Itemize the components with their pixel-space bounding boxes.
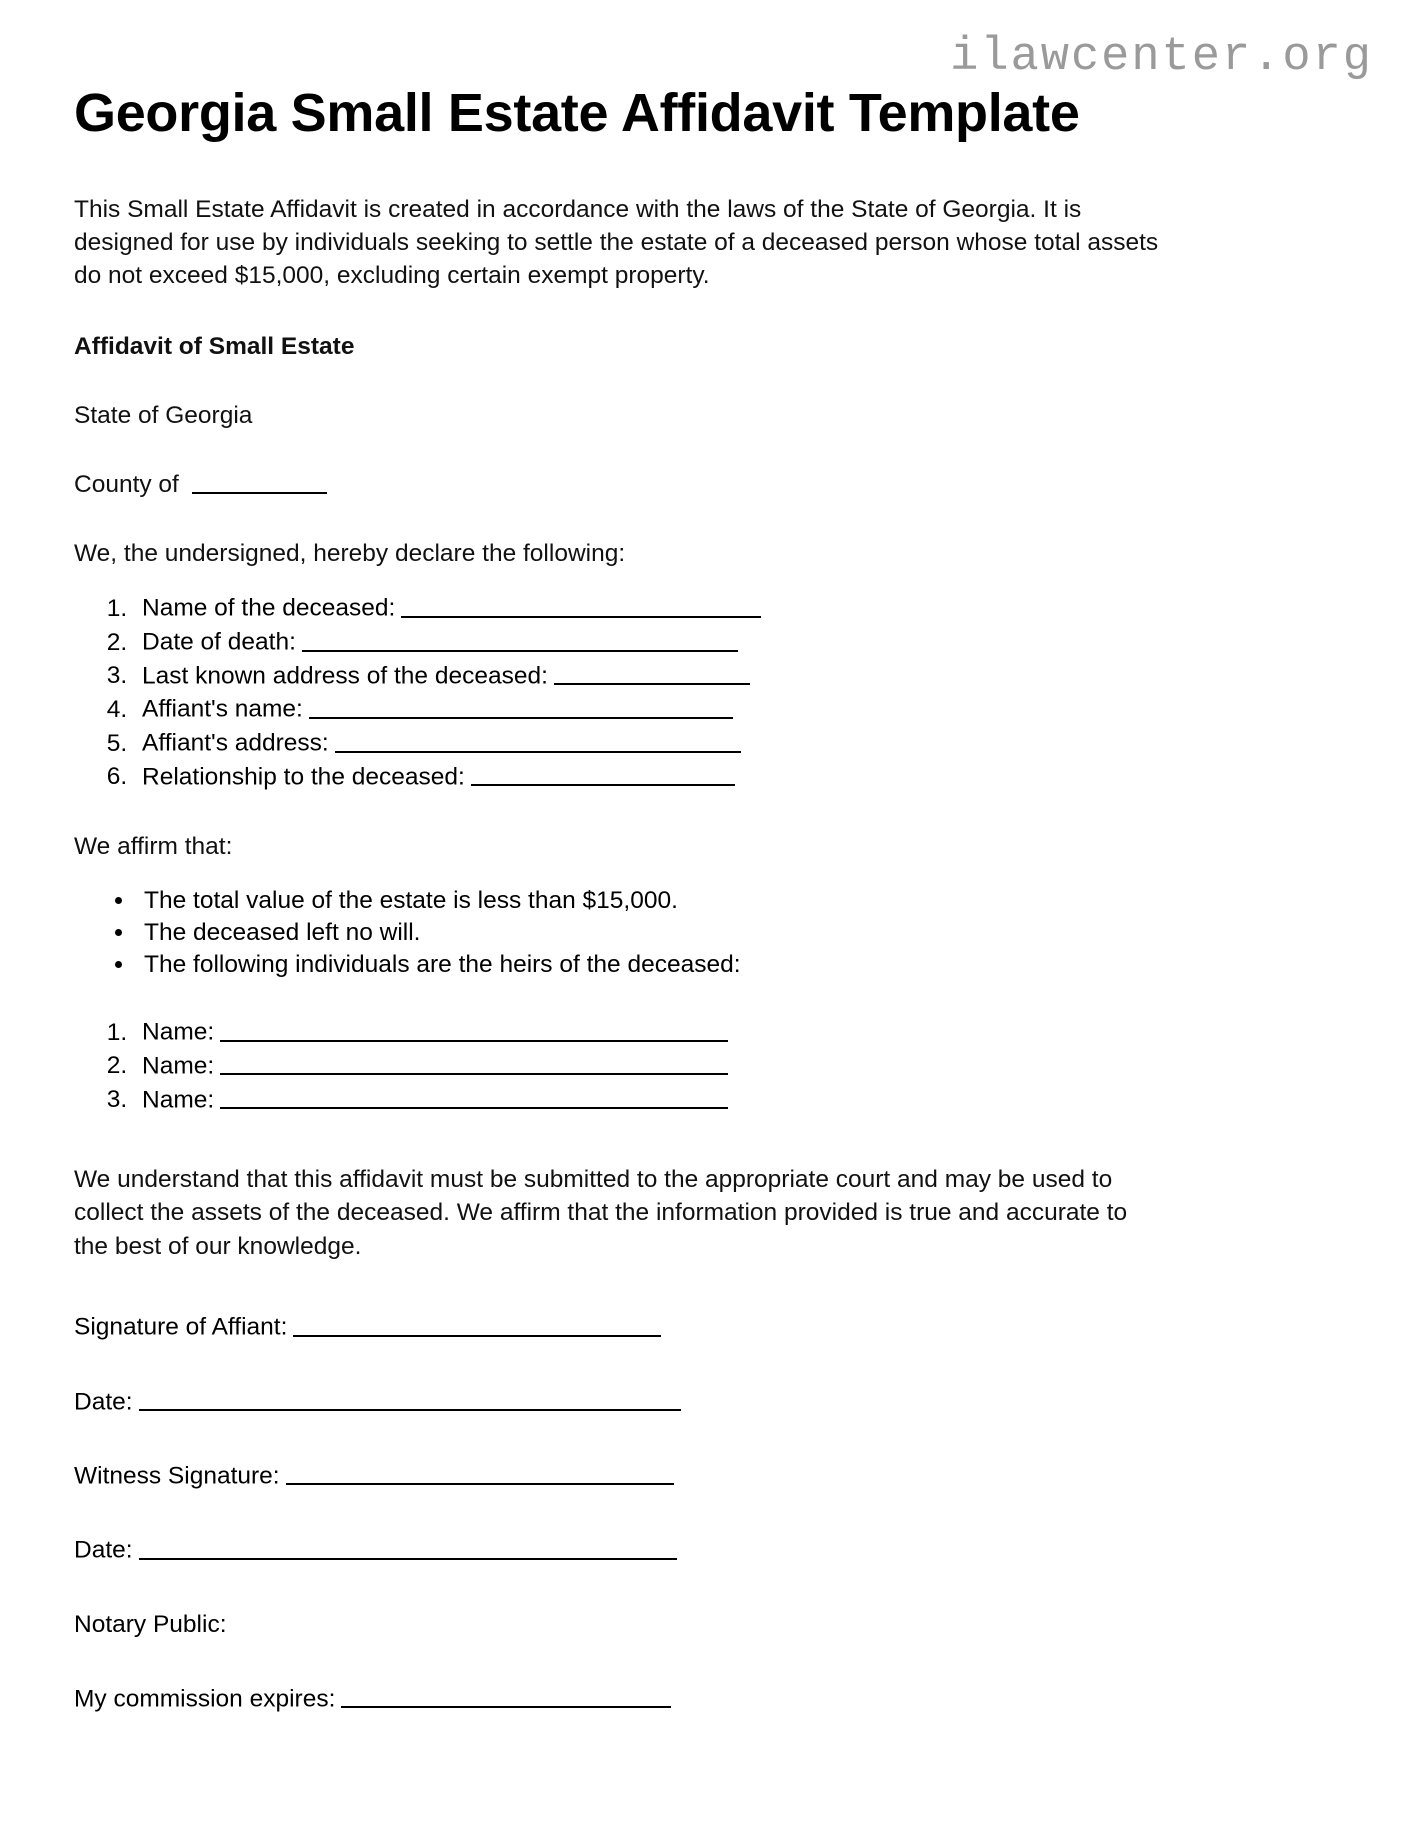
declarations-list (74, 592, 1341, 794)
signature-blank[interactable] (293, 1313, 661, 1337)
affirmations-list (74, 886, 1341, 982)
declaration-label: Name of the deceased: (142, 594, 396, 622)
section-heading-affidavit-of-small-estate: Affidavit of Small Estate (74, 332, 355, 360)
signature-line (74, 1609, 1341, 1641)
affirmation-item: • The following individuals are the heirs of the deceased: (136, 950, 1341, 982)
declaration-blank[interactable] (554, 662, 750, 686)
declaration-item (134, 660, 1341, 694)
signature-line (74, 1683, 1341, 1715)
signature-line (74, 1311, 1341, 1343)
signature-line (74, 1386, 1341, 1418)
state-line: State of Georgia (74, 401, 253, 429)
declaration-label: Relationship to the deceased: (142, 763, 465, 791)
heir-label: Name: (142, 1086, 215, 1114)
declaration-item (134, 727, 1341, 761)
declaration-label: Date of death: (142, 628, 296, 656)
declaration-blank[interactable] (309, 695, 733, 719)
heir-item (134, 1016, 1341, 1050)
heir-label: Name: (142, 1052, 215, 1080)
signature-blank[interactable] (139, 1536, 677, 1560)
county-blank[interactable] (192, 470, 327, 494)
declaration-lede: We, the undersigned, hereby declare the following: (74, 540, 626, 568)
declaration-item (134, 693, 1341, 727)
declaration-label: Affiant's name: (142, 696, 303, 723)
signature-label: My commission expires: (74, 1685, 336, 1713)
page-title: Georgia Small Estate Affidavit Template (74, 83, 1080, 143)
declaration-label: Affiant's address: (142, 729, 329, 757)
heir-name-blank[interactable] (220, 1086, 728, 1110)
heir-name-blank[interactable] (220, 1052, 728, 1076)
affirm-lede: We affirm that: (74, 833, 233, 861)
affirmation-item: • The total value of the estate is less than $15,000. (136, 886, 1341, 918)
declaration-blank[interactable] (302, 628, 738, 652)
declaration-item (134, 592, 1341, 626)
intro-paragraph: This Small Estate Affidavit is created in accordance with the laws of the State of Georgia. It is designed for use by individuals seeking to settle the estate of a deceased person whose total assets do not exceed $15,000, excluding certain exempt property. (74, 195, 1159, 290)
site-watermark: ilawcenter.org (950, 31, 1373, 84)
heir-name-blank[interactable] (220, 1018, 728, 1042)
signature-blank[interactable] (341, 1685, 671, 1709)
heir-label: Name: (142, 1018, 215, 1046)
signature-line (74, 1460, 1341, 1492)
signature-line (74, 1534, 1341, 1566)
signature-block (74, 1311, 1341, 1715)
county-line (74, 468, 1341, 501)
signature-label: Date: (74, 1536, 133, 1564)
declaration-blank[interactable] (471, 763, 735, 787)
signature-label: Witness Signature: (74, 1462, 280, 1490)
declaration-item (134, 626, 1341, 660)
heir-item (134, 1050, 1341, 1084)
heir-item (134, 1084, 1341, 1118)
signature-blank[interactable] (139, 1388, 681, 1412)
declaration-label: Last known address of the deceased: (142, 662, 548, 690)
county-label: County of (74, 470, 179, 498)
declaration-blank[interactable] (335, 729, 741, 753)
heirs-list (74, 1016, 1341, 1117)
signature-label: Date: (74, 1388, 133, 1416)
declaration-blank[interactable] (401, 594, 761, 618)
signature-blank[interactable] (286, 1462, 674, 1486)
declaration-item (134, 761, 1341, 795)
affirmation-item: • The deceased left no will. (136, 918, 1341, 950)
signature-label: Notary Public: (74, 1610, 227, 1638)
closing-paragraph: We understand that this affidavit must be submitted to the appropriate court and may be used to collect the assets of the deceased. We affirm that the information provided is true and accurate to the best of our knowledge. (74, 1166, 1128, 1260)
signature-label: Signature of Affiant: (74, 1313, 288, 1341)
